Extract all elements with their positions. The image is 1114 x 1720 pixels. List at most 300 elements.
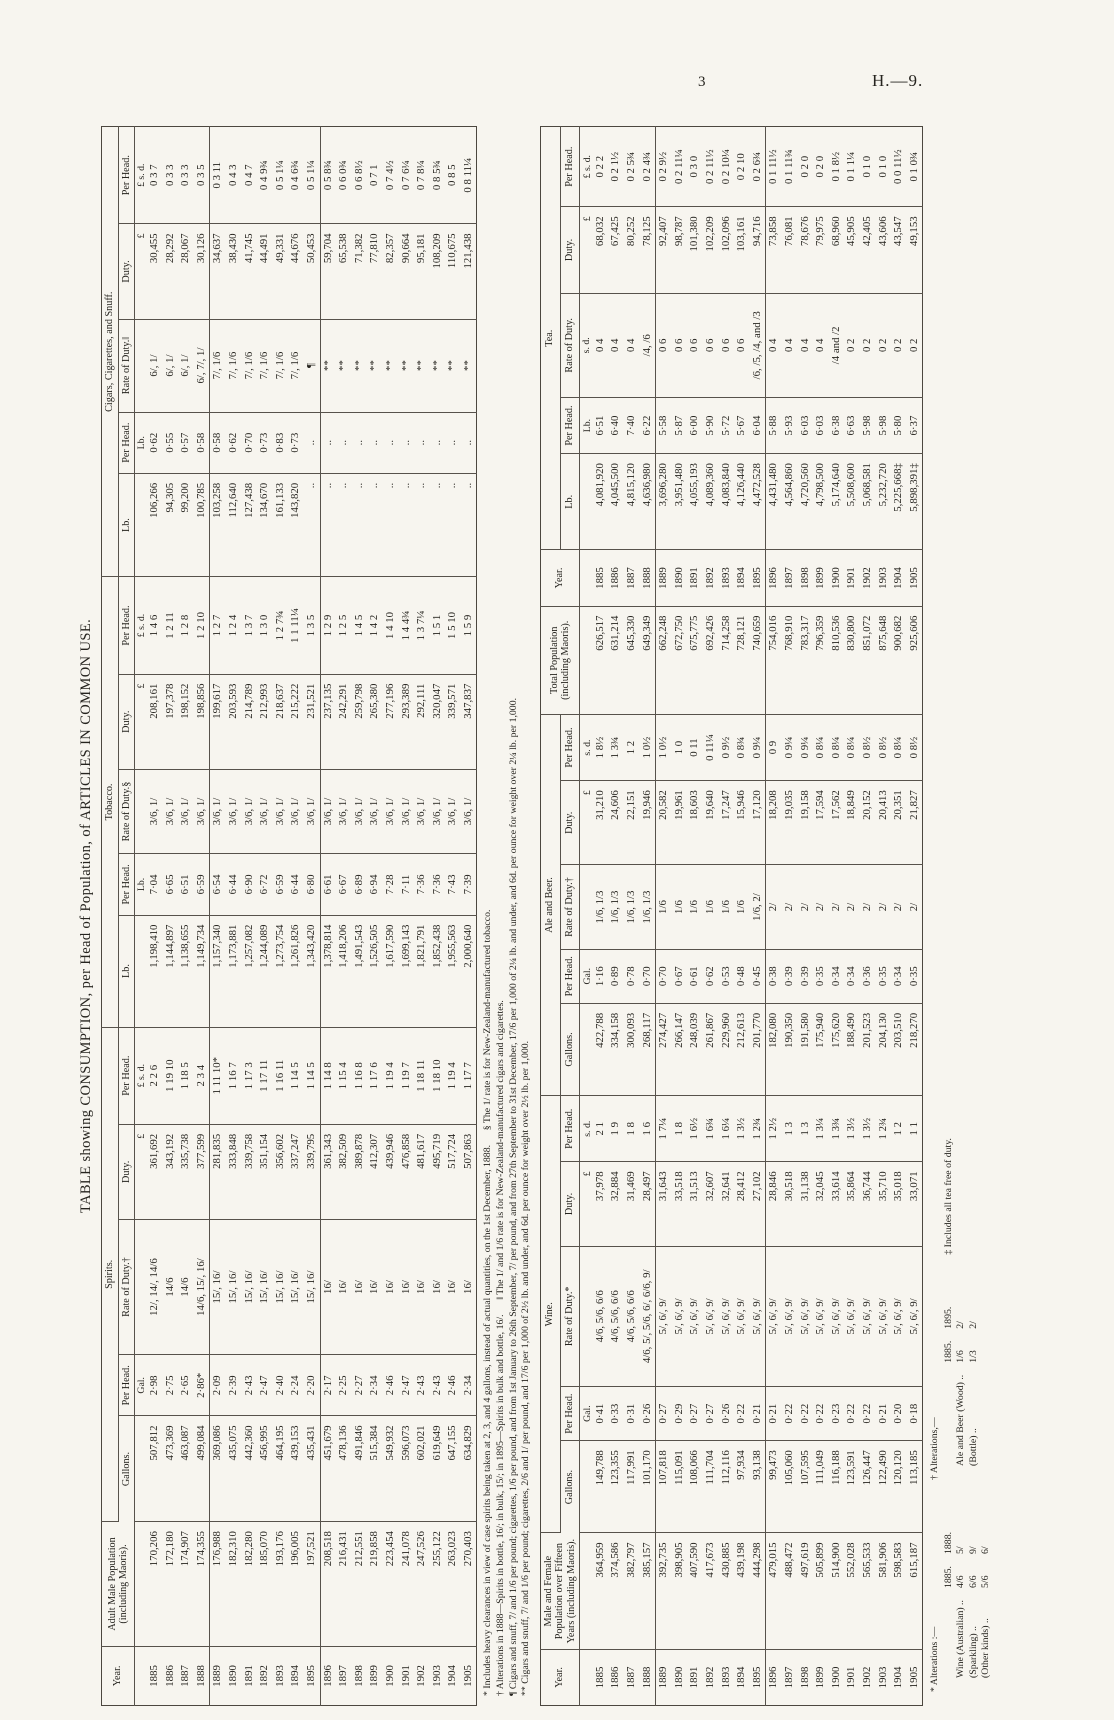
data-cell: 28,067 bbox=[178, 224, 194, 319]
data-cell: 123,591 bbox=[844, 1441, 860, 1533]
data-cell: 5/, 6/, 9/ bbox=[687, 1246, 703, 1386]
data-cell: 6/, 1/ bbox=[163, 319, 179, 412]
data-cell: 35,018 bbox=[891, 1162, 907, 1246]
ale-and-beer-group-header: Ale and Beer. bbox=[540, 714, 560, 1095]
data-cell: 208,161 bbox=[147, 674, 163, 769]
data-cell: 0·34 bbox=[829, 949, 845, 1003]
table-row bbox=[461, 127, 477, 1706]
data-cell: 5/, 6/, 9/ bbox=[876, 1246, 892, 1386]
data-cell: 476,858 bbox=[399, 1124, 415, 1219]
data-cell: 174,907 bbox=[178, 1522, 194, 1647]
data-cell: 32,641 bbox=[719, 1162, 735, 1246]
data-cell: 1 4 2 bbox=[367, 577, 383, 674]
table-row bbox=[399, 127, 415, 1706]
data-cell: 214,789 bbox=[242, 674, 258, 769]
data-cell: 0 1 11¾ bbox=[782, 127, 798, 207]
data-cell: .. bbox=[383, 473, 399, 577]
data-cell: 2/ bbox=[860, 865, 876, 949]
data-cell: 0 5 8¾ bbox=[320, 127, 336, 224]
data-cell: 488,472 bbox=[782, 1533, 798, 1649]
data-cell: 16/ bbox=[367, 1219, 383, 1354]
data-cell: 242,291 bbox=[336, 674, 352, 769]
data-cell: 1 14 5 bbox=[288, 1027, 304, 1124]
data-cell: 0 1 1¼ bbox=[844, 127, 860, 207]
data-cell: 0 2 6¾ bbox=[750, 127, 766, 207]
data-cell: 198,152 bbox=[178, 674, 194, 769]
data-cell: 0·35 bbox=[813, 949, 829, 1003]
data-cell: ** bbox=[320, 319, 336, 412]
data-cell: 7/, 1/6 bbox=[288, 319, 304, 412]
data-cell: 0·62 bbox=[703, 949, 719, 1003]
data-cell: 0·58 bbox=[210, 412, 226, 473]
data-cell: 0·18 bbox=[907, 1387, 923, 1441]
data-cell: 0 6 8½ bbox=[352, 127, 368, 224]
data-cell: 1897 bbox=[337, 1665, 350, 1687]
unit-cell bbox=[135, 769, 148, 854]
data-cell: 30,518 bbox=[782, 1162, 798, 1246]
data-cell: 2·34 bbox=[461, 1355, 477, 1416]
data-cell: 50,453 bbox=[304, 224, 320, 319]
data-cell: 37,978 bbox=[593, 1162, 609, 1246]
data-cell: 0·57 bbox=[178, 412, 194, 473]
unit-cell: Gal. bbox=[580, 1387, 593, 1441]
data-cell: 5,225,668‡ bbox=[891, 454, 907, 550]
data-cell: 1,144,897 bbox=[163, 915, 179, 1027]
data-cell: 16/ bbox=[399, 1219, 415, 1354]
data-cell: 0·48 bbox=[734, 949, 750, 1003]
data-cell: 1,821,791 bbox=[414, 915, 430, 1027]
data-cell: 3/6, 1/ bbox=[367, 769, 383, 854]
data-cell: 0 2 bbox=[844, 293, 860, 397]
data-cell: 274,427 bbox=[656, 1003, 672, 1095]
data-cell: 106,266 bbox=[147, 473, 163, 577]
column-header: Duty. bbox=[560, 781, 580, 865]
data-cell: 0 4 bbox=[798, 293, 814, 397]
data-cell: 0 8½ bbox=[876, 714, 892, 780]
data-cell: 2·43 bbox=[430, 1355, 446, 1416]
data-cell: 2·25 bbox=[336, 1355, 352, 1416]
data-cell: 4/6, 5/6, 6/6 bbox=[593, 1246, 609, 1386]
document-reference: H.—9. bbox=[872, 71, 924, 90]
table-row bbox=[178, 127, 194, 1706]
data-cell: 4,815,120 bbox=[624, 454, 640, 550]
data-cell: 0·89 bbox=[608, 949, 624, 1003]
data-cell: 212,993 bbox=[257, 674, 273, 769]
data-cell: 4,431,480 bbox=[766, 454, 782, 550]
data-cell: 1890 bbox=[672, 550, 688, 606]
tea-group-header: Tea. bbox=[540, 127, 560, 550]
data-cell: 3/6, 1/ bbox=[210, 769, 226, 854]
data-cell: 1 6¾ bbox=[703, 1096, 719, 1162]
data-cell: 1887 bbox=[625, 1666, 638, 1689]
data-cell: 101,170 bbox=[640, 1441, 656, 1533]
data-cell: 1893 bbox=[719, 550, 735, 606]
data-cell: 0·31 bbox=[624, 1387, 640, 1441]
data-cell: 43,606 bbox=[876, 207, 892, 293]
data-cell: 31,643 bbox=[656, 1162, 672, 1246]
unit-cell bbox=[135, 1522, 148, 1647]
data-cell: 1 18 11 bbox=[414, 1027, 430, 1124]
data-cell: 0 1 0¾ bbox=[907, 127, 923, 207]
data-cell: 3/6, 1/ bbox=[461, 769, 477, 854]
alteration-cell: 1/6 bbox=[955, 1350, 967, 1363]
data-cell: 6·59 bbox=[194, 854, 210, 915]
unit-cell: s. d. bbox=[580, 293, 593, 397]
data-cell: 830,800 bbox=[844, 606, 860, 714]
data-cell: 1905 bbox=[461, 1665, 474, 1687]
data-cell: 2·43 bbox=[242, 1355, 258, 1416]
alteration-cell: Wine (Australian) .. bbox=[955, 1600, 967, 1678]
data-cell: 208,518 bbox=[320, 1522, 336, 1647]
data-cell: 2·98 bbox=[147, 1355, 163, 1416]
data-cell: 0 11¼ bbox=[703, 714, 719, 780]
data-cell: 1 2 bbox=[891, 1096, 907, 1162]
data-cell: 196,005 bbox=[288, 1522, 304, 1647]
data-cell: 6·03 bbox=[813, 397, 829, 453]
data-cell: .. bbox=[430, 412, 446, 473]
data-cell: 1892 bbox=[258, 1665, 271, 1687]
data-cell: 1 3½ bbox=[734, 1096, 750, 1162]
data-cell: 94,305 bbox=[163, 473, 179, 577]
data-cell: 5/, 6/, 9/ bbox=[907, 1246, 923, 1386]
data-cell: 7·36 bbox=[430, 854, 446, 915]
data-cell: 1 2 4 bbox=[226, 577, 242, 674]
data-cell: 149,788 bbox=[593, 1441, 609, 1533]
data-cell: 32,045 bbox=[813, 1162, 829, 1246]
data-cell: 0·27 bbox=[687, 1387, 703, 1441]
data-cell: 7·39 bbox=[461, 854, 477, 915]
column-header: Duty. bbox=[118, 224, 135, 319]
data-cell: 22,151 bbox=[624, 781, 640, 865]
data-cell: 1/6 bbox=[656, 865, 672, 949]
data-cell: 1 2 10 bbox=[194, 577, 210, 674]
data-cell: 1,378,814 bbox=[320, 915, 336, 1027]
data-cell: 451,679 bbox=[320, 1416, 336, 1522]
data-cell: 108,066 bbox=[687, 1441, 703, 1533]
data-cell: 24,606 bbox=[608, 781, 624, 865]
data-cell: 300,093 bbox=[624, 1003, 640, 1095]
table-row bbox=[163, 127, 179, 1706]
data-cell: 1904 bbox=[892, 1666, 905, 1689]
data-cell: 1 2½ bbox=[766, 1096, 782, 1162]
data-cell: 1903 bbox=[876, 1666, 889, 1689]
data-cell: 191,580 bbox=[798, 1003, 814, 1095]
data-cell: 2·27 bbox=[352, 1355, 368, 1416]
data-cell: 0 2 bbox=[907, 293, 923, 397]
data-cell: 0 3 11 bbox=[210, 127, 226, 224]
unit-cell: Gal. bbox=[135, 1355, 148, 1416]
table1-footnotes bbox=[482, 136, 532, 1696]
data-cell: .. bbox=[352, 412, 368, 473]
unit-cell bbox=[580, 454, 593, 550]
table-row bbox=[147, 127, 163, 1706]
data-cell: 3/6, 1/ bbox=[399, 769, 415, 854]
data-cell: ** bbox=[352, 319, 368, 412]
data-cell: .. bbox=[461, 473, 477, 577]
data-cell: 3/6, 1/ bbox=[383, 769, 399, 854]
unit-cell: s. d. bbox=[580, 1096, 593, 1162]
table-row bbox=[288, 127, 304, 1706]
unit-cell: £ bbox=[580, 207, 593, 293]
data-cell: 77,810 bbox=[367, 224, 383, 319]
data-cell: 2·09 bbox=[210, 1355, 226, 1416]
data-cell: 5,068,581 bbox=[860, 454, 876, 550]
data-cell: 339,795 bbox=[304, 1124, 320, 1219]
data-cell: 1 4 4¾ bbox=[399, 577, 415, 674]
data-cell: 33,614 bbox=[829, 1162, 845, 1246]
data-cell: 5,898,391‡ bbox=[907, 454, 923, 550]
cigars-group-header: Cigars, Cigarettes, and Snuff. bbox=[102, 127, 119, 577]
alteration-row bbox=[968, 1526, 981, 1692]
data-cell: 0·27 bbox=[703, 1387, 719, 1441]
data-cell: 3/6, 1/ bbox=[430, 769, 446, 854]
data-cell: 1897 bbox=[782, 1666, 795, 1689]
data-cell: 439,198 bbox=[734, 1533, 750, 1649]
data-cell: 112,640 bbox=[226, 473, 242, 577]
data-cell: 0·29 bbox=[672, 1387, 688, 1441]
data-cell: 0·53 bbox=[719, 949, 735, 1003]
data-cell: 0 8¼ bbox=[829, 714, 845, 780]
data-cell: 334,158 bbox=[608, 1003, 624, 1095]
data-cell: 1 3 7¼ bbox=[414, 577, 430, 674]
data-cell: 1 9 bbox=[608, 1096, 624, 1162]
data-cell: 0 2 bbox=[891, 293, 907, 397]
data-cell: 0·20 bbox=[891, 1387, 907, 1441]
data-cell: 0 7 6¼ bbox=[399, 127, 415, 224]
alterations-spacer bbox=[943, 1594, 956, 1692]
data-cell: 0 5 1¼ bbox=[304, 127, 320, 224]
data-cell: 4,083,840 bbox=[719, 454, 735, 550]
data-cell: 1 16 8 bbox=[352, 1027, 368, 1124]
data-cell: ** bbox=[336, 319, 352, 412]
data-cell: 7·36 bbox=[414, 854, 430, 915]
data-cell: 265,380 bbox=[367, 674, 383, 769]
data-cell: 15/, 16/ bbox=[257, 1219, 273, 1354]
data-cell: 1 3 bbox=[798, 1096, 814, 1162]
data-cell: 7/, 1/6 bbox=[210, 319, 226, 412]
unit-cell bbox=[580, 1649, 593, 1705]
data-cell: 255,122 bbox=[430, 1522, 446, 1647]
data-cell: 198,856 bbox=[194, 674, 210, 769]
data-cell: 6·61 bbox=[320, 854, 336, 915]
data-cell: 103,258 bbox=[210, 473, 226, 577]
data-cell: 71,382 bbox=[352, 224, 368, 319]
data-cell: 0 9¼ bbox=[798, 714, 814, 780]
data-cell: 17,120 bbox=[750, 781, 766, 865]
data-cell: 5/, 6/, 9/ bbox=[672, 1246, 688, 1386]
data-cell: 5/, 6/, 9/ bbox=[829, 1246, 845, 1386]
data-cell: 1/6 bbox=[672, 865, 688, 949]
column-header: Per Head. bbox=[560, 949, 580, 1003]
data-cell: 1,955,563 bbox=[445, 915, 461, 1027]
data-cell: 15/, 16/ bbox=[288, 1219, 304, 1354]
data-cell: 1 3 7 bbox=[242, 577, 258, 674]
data-cell: 2 1 bbox=[593, 1096, 609, 1162]
data-cell: 2·86* bbox=[194, 1355, 210, 1416]
data-cell: 3/6, 1/ bbox=[352, 769, 368, 854]
data-cell: 6·54 bbox=[210, 854, 226, 915]
data-cell: 170,206 bbox=[147, 1522, 163, 1647]
data-cell: 463,087 bbox=[178, 1416, 194, 1522]
data-cell: ** bbox=[414, 319, 430, 412]
data-cell: 99,200 bbox=[178, 473, 194, 577]
data-cell: 0 4 3 bbox=[226, 127, 242, 224]
data-cell: 1900 bbox=[383, 1665, 396, 1687]
table-row bbox=[608, 127, 624, 1706]
data-cell: 1896 bbox=[766, 550, 782, 606]
data-cell: 5·58 bbox=[656, 397, 672, 453]
data-cell: 1 3¾ bbox=[829, 1096, 845, 1162]
data-cell: 1893 bbox=[719, 1666, 732, 1689]
data-cell: 1888 bbox=[640, 550, 656, 606]
rotated-sheet-container bbox=[78, 126, 1058, 1706]
data-cell: 1 17 11 bbox=[257, 1027, 273, 1124]
data-cell: 7·28 bbox=[383, 854, 399, 915]
data-cell: 92,407 bbox=[656, 207, 672, 293]
data-cell: 15/, 16/ bbox=[210, 1219, 226, 1354]
data-cell: 0·36 bbox=[860, 949, 876, 1003]
unit-cell bbox=[580, 550, 593, 606]
ale-alterations-label: † Alterations,— bbox=[929, 1417, 941, 1480]
data-cell: 1899 bbox=[368, 1665, 381, 1687]
data-cell: 270,403 bbox=[461, 1522, 477, 1647]
table-row bbox=[703, 127, 719, 1706]
data-cell: /6, /5, /4, and /3 bbox=[750, 293, 766, 397]
data-cell: 1 14 5 bbox=[304, 1027, 320, 1124]
data-cell: 16/ bbox=[336, 1219, 352, 1354]
unit-cell bbox=[580, 1533, 593, 1649]
data-cell: 478,136 bbox=[336, 1416, 352, 1522]
data-cell: 0·41 bbox=[593, 1387, 609, 1441]
data-cell: 1 2 9 bbox=[320, 577, 336, 674]
data-cell: 19,640 bbox=[703, 781, 719, 865]
unit-cell: £ bbox=[580, 1162, 593, 1246]
data-cell: 1/6 bbox=[703, 865, 719, 949]
data-cell: 15/, 16/ bbox=[226, 1219, 242, 1354]
data-cell: 1896 bbox=[320, 1646, 336, 1705]
data-cell: 143,820 bbox=[288, 473, 304, 577]
data-cell: 1 2 7 bbox=[210, 577, 226, 674]
data-cell: 385,157 bbox=[640, 1533, 656, 1649]
data-cell: 6·44 bbox=[288, 854, 304, 915]
data-cell: 481,617 bbox=[414, 1124, 430, 1219]
data-cell: .. bbox=[445, 473, 461, 577]
column-header: Per Head. bbox=[118, 412, 135, 473]
data-cell: 277,196 bbox=[383, 674, 399, 769]
table-row bbox=[414, 127, 430, 1706]
data-cell: 1,257,082 bbox=[242, 915, 258, 1027]
data-cell: 0 8¼ bbox=[844, 714, 860, 780]
data-cell: 3/6, 1/ bbox=[242, 769, 258, 854]
data-cell: 98,787 bbox=[672, 207, 688, 293]
data-cell: 0 5 1¼ bbox=[273, 127, 289, 224]
data-cell: 4/6, 5/6, 6/6 bbox=[608, 1246, 624, 1386]
data-cell: 1 3 5 bbox=[304, 577, 320, 674]
data-cell: 14/6 bbox=[178, 1219, 194, 1354]
data-cell: 2/ bbox=[798, 865, 814, 949]
data-cell: 497,619 bbox=[798, 1533, 814, 1649]
page-number: 3 bbox=[698, 74, 706, 90]
data-cell: 407,590 bbox=[687, 1533, 703, 1649]
data-cell: 5/, 6/, 9/ bbox=[844, 1246, 860, 1386]
data-cell: 0 2 10¼ bbox=[719, 127, 735, 207]
data-cell: 1898 bbox=[798, 550, 814, 606]
data-cell: 111,049 bbox=[813, 1441, 829, 1533]
data-cell: 0·33 bbox=[608, 1387, 624, 1441]
unit-cell bbox=[135, 1646, 148, 1705]
data-cell: 5·93 bbox=[782, 397, 798, 453]
data-cell: .. bbox=[430, 473, 446, 577]
data-cell: 201,523 bbox=[860, 1003, 876, 1095]
data-cell: 0 4 bbox=[766, 293, 782, 397]
data-cell: 851,072 bbox=[860, 606, 876, 714]
year-column-header-2: Year. bbox=[540, 550, 580, 606]
data-cell: 1885 bbox=[593, 550, 609, 606]
data-cell: 645,330 bbox=[624, 606, 640, 714]
data-cell: 320,047 bbox=[430, 674, 446, 769]
data-cell: 507,812 bbox=[147, 1416, 163, 1522]
alteration-cell: 9/ bbox=[967, 1546, 979, 1554]
data-cell: 1,157,340 bbox=[210, 915, 226, 1027]
table-row bbox=[750, 127, 766, 1706]
data-cell: 0 4 bbox=[608, 293, 624, 397]
alteration-row bbox=[955, 1301, 968, 1480]
data-cell: 0 8½ bbox=[907, 714, 923, 780]
data-cell: 1891 bbox=[687, 550, 703, 606]
data-cell: 259,798 bbox=[352, 674, 368, 769]
table-row bbox=[226, 127, 242, 1706]
data-cell: 3/6, 1/ bbox=[194, 769, 210, 854]
data-cell: 95,181 bbox=[414, 224, 430, 319]
data-cell: 68,032 bbox=[593, 207, 609, 293]
year-column-header: Year. bbox=[540, 1649, 580, 1705]
data-cell: 203,510 bbox=[891, 1003, 907, 1095]
landscape-sheet bbox=[78, 126, 1058, 1706]
data-cell: 261,867 bbox=[703, 1003, 719, 1095]
table-row bbox=[210, 127, 226, 1706]
data-cell: 7·43 bbox=[445, 854, 461, 915]
wine-alterations-label: * Alterations :— bbox=[929, 1626, 941, 1692]
data-cell: 212,551 bbox=[352, 1522, 368, 1647]
unit-cell: Lb. bbox=[135, 854, 148, 915]
column-header: Duty. bbox=[560, 1162, 580, 1246]
data-cell: 5·98 bbox=[876, 397, 892, 453]
data-cell: 14/6, 15/, 16/ bbox=[194, 1219, 210, 1354]
alteration-cell: 6/ bbox=[980, 1546, 992, 1554]
data-cell: 32,884 bbox=[608, 1162, 624, 1246]
data-cell: 1,273,754 bbox=[273, 915, 289, 1027]
data-cell: 36,744 bbox=[860, 1162, 876, 1246]
data-cell: 6/, 7/, 1/ bbox=[194, 319, 210, 412]
data-cell: .. bbox=[336, 473, 352, 577]
data-cell: 0 8 11¼ bbox=[461, 127, 477, 224]
data-cell: 79,975 bbox=[813, 207, 829, 293]
column-header: Per Head. bbox=[560, 397, 580, 453]
footnote-line: ** Cigars and snuff, 7/ and 1/6 per pound; cigarettes, 2/6 and 1/ per pound, and 17/6 per 1,000 of 2½ lb. and under, and 6d. per ounce for weight over 2½ lb. per 1,000. bbox=[520, 1040, 532, 1696]
data-cell: 0·67 bbox=[672, 949, 688, 1003]
data-cell: 82,357 bbox=[383, 224, 399, 319]
column-header: Lb. bbox=[118, 915, 135, 1027]
data-cell: 76,081 bbox=[782, 207, 798, 293]
data-cell: 0 1 0 bbox=[860, 127, 876, 207]
data-cell: 0 1 11½ bbox=[766, 127, 782, 207]
alterations-year-row bbox=[943, 1301, 956, 1480]
table-row bbox=[320, 127, 336, 1706]
data-cell: 6·44 bbox=[226, 854, 242, 915]
table-row bbox=[257, 127, 273, 1706]
data-cell: 1904 bbox=[446, 1665, 459, 1687]
data-cell: 34,637 bbox=[210, 224, 226, 319]
